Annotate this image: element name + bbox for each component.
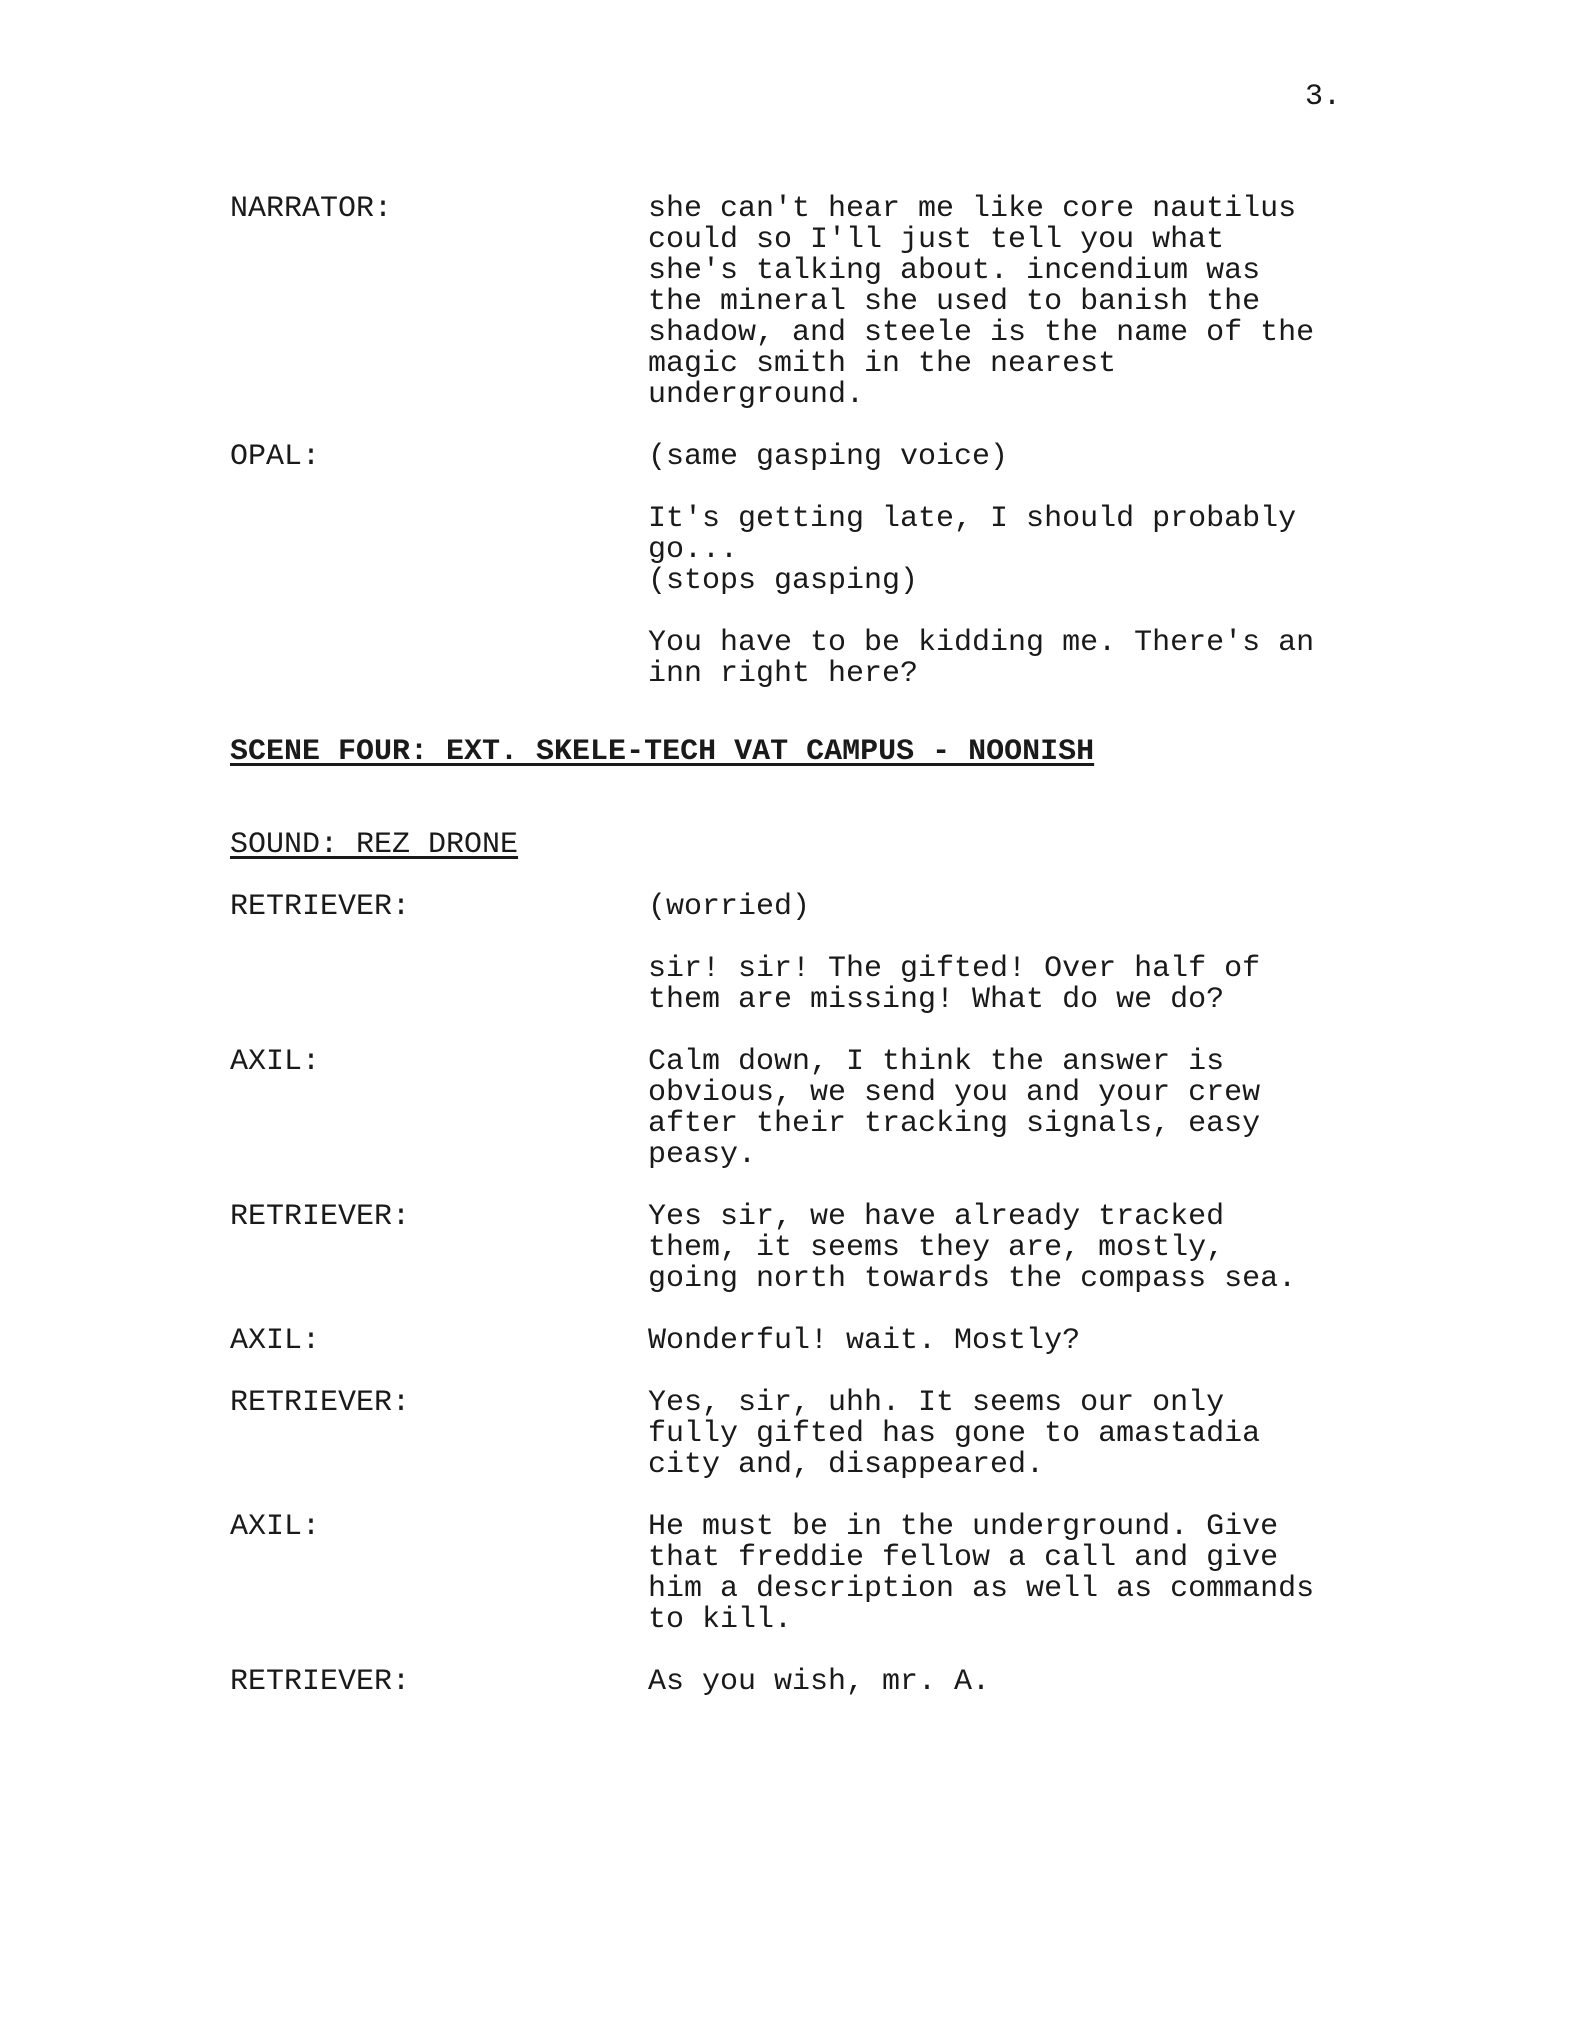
speaker-name: RETRIEVER:: [230, 890, 411, 924]
dialogue-lines: [648, 194, 1350, 411]
dialogue-entry: [230, 442, 1350, 690]
speaker-name: AXIL:: [230, 1510, 321, 1544]
dialogue-paragraph: It's getting late, I should probably go... (stops gasping): [648, 502, 1297, 598]
speaker-name: RETRIEVER:: [230, 1386, 411, 1420]
dialogue-paragraph: Calm down, I think the answer is obvious, we send you and your crew after their tracking signals, easy peasy.: [648, 1045, 1261, 1172]
dialogue-entry: [230, 1512, 1350, 1636]
dialogue-paragraph: As you wish, mr. A.: [648, 1665, 991, 1699]
speaker-name: AXIL:: [230, 1045, 321, 1079]
dialogue-lines: [648, 1202, 1350, 1295]
dialogue-entry: [230, 194, 1350, 411]
speaker-name: OPAL:: [230, 440, 321, 474]
dialogue-lines: [648, 1667, 1350, 1698]
dialogue-entry: [230, 1326, 1350, 1357]
parenthetical: (worried): [648, 890, 811, 924]
dialogue-paragraph: she can't hear me like core nautilus could so I'll just tell you what she's talking about. incendium was the mineral she used to banish the shadow, and steele is the name of the magic smith in the nearest underground.: [648, 192, 1315, 412]
parenthetical: (same gasping voice): [648, 440, 1009, 474]
dialogue-paragraph: Yes, sir, uhh. It seems our only fully gifted has gone to amastadia city and, disappeared.: [648, 1386, 1261, 1482]
dialogue-entry: [230, 1667, 1350, 1698]
dialogue-lines: [648, 1388, 1350, 1481]
dialogue-paragraph: You have to be kidding me. There's an inn right here?: [648, 626, 1315, 691]
dialogue-lines: [648, 1512, 1350, 1636]
dialogue-paragraph: Wonderful! wait. Mostly?: [648, 1324, 1081, 1358]
scene-heading: SCENE FOUR: EXT. SKELE-TECH VAT CAMPUS - NOONISH: [230, 735, 1095, 769]
speaker-name: NARRATOR:: [230, 192, 393, 226]
dialogue-entry: [230, 1202, 1350, 1295]
dialogue-entry: [230, 892, 1350, 1016]
dialogue-lines: [648, 442, 1350, 690]
sound-cue: SOUND: REZ DRONE: [230, 828, 519, 862]
dialogue-lines: [648, 1326, 1350, 1357]
speaker-name: AXIL:: [230, 1324, 321, 1358]
dialogue-paragraph: sir! sir! The gifted! Over half of them are missing! What do we do?: [648, 952, 1261, 1017]
dialogue-entry: [230, 1047, 1350, 1171]
dialogue-lines: [648, 892, 1350, 1016]
script-body: [230, 194, 1350, 1729]
dialogue-paragraph: Yes sir, we have already tracked them, it seems they are, mostly, going north towards the compass sea.: [648, 1200, 1297, 1296]
speaker-name: RETRIEVER:: [230, 1665, 411, 1699]
dialogue-paragraph: He must be in the underground. Give that freddie fellow a call and give him a description as well as commands to kill.: [648, 1510, 1315, 1637]
dialogue-lines: [648, 1047, 1350, 1171]
page-number: 3.: [1305, 80, 1342, 114]
speaker-name: RETRIEVER:: [230, 1200, 411, 1234]
dialogue-entry: [230, 1388, 1350, 1481]
